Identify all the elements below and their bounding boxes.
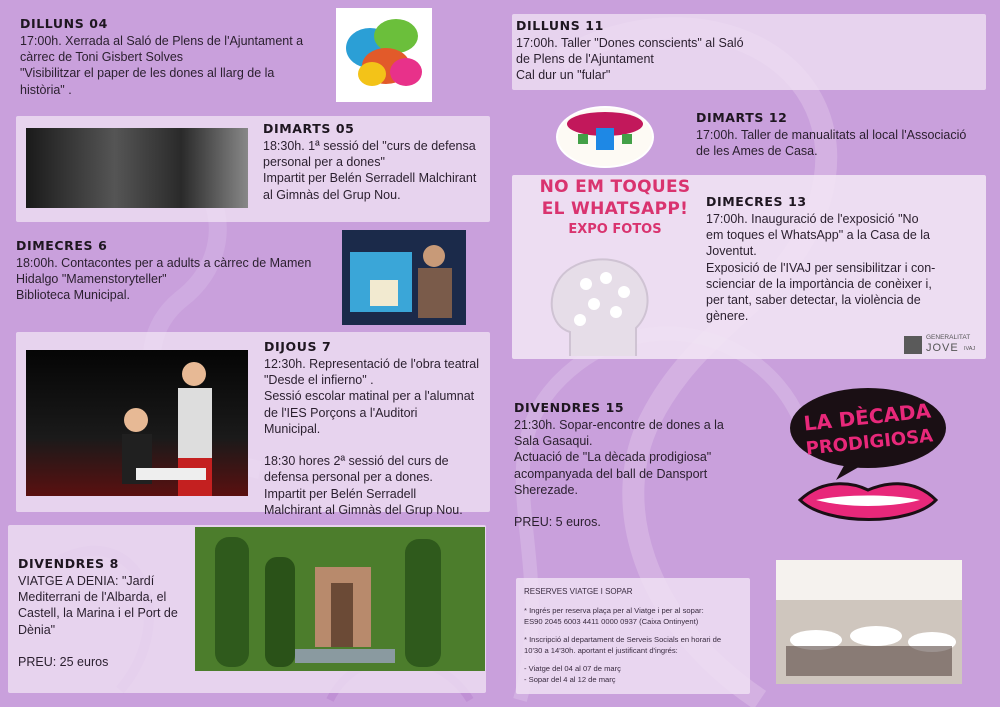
- event-description: 12:30h. Representació de l'obra teatral "Desde el infierno" . Sessió escolar matinal per a l'alumnat de l'IES Porçons a l'Auditori Municipal. 18:30 hores 2ª sessió del curs de defensa personal per a dones. Impartit per Belén Serradell Malchirant al Gimnàs del Grup Nou.: [264, 357, 480, 517]
- logo-small-text: GENERALITAT: [926, 334, 971, 341]
- reservations-deadlines: - Viatge del 04 al 07 de març - Sopar del 4 al 12 de març: [524, 664, 621, 684]
- event-day-heading: DIVENDRES 15: [514, 400, 625, 415]
- event-dijous-7: [264, 339, 489, 518]
- expo-poster: [520, 176, 710, 240]
- event-day-heading: DIVENDRES 8: [18, 556, 119, 571]
- garden-photo: [195, 527, 485, 671]
- event-description: VIATGE A DENIA: "Jardí Mediterrani de l'Albarda, el Castell, la Marina i el Port de Dènia" PREU: 25 euros: [18, 574, 178, 670]
- event-dimecres-13: [706, 194, 986, 324]
- reservations-title: RESERVES VIATGE I SOPAR: [524, 587, 633, 596]
- head-silhouette-icon: [540, 248, 660, 356]
- event-day-heading: DIMARTS 05: [263, 121, 355, 136]
- event-divendres-15: [514, 400, 784, 530]
- speech-bubbles-image: [336, 8, 432, 102]
- event-description: 21:30h. Sopar-encontre de dones a la Sala Gasaqui. Actuació de "La dècada prodigiosa" acompanyada del ball de Dansport Sherezade. PREU: 5 euros.: [514, 418, 724, 530]
- event-day-heading: DILLUNS 04: [20, 16, 108, 31]
- decada-line2: PRODIGIOSA: [804, 425, 935, 460]
- crafts-stone-image: [556, 106, 654, 168]
- event-description: 17:00h. Inauguració de l'exposició "No em toques el WhatsApp" a la Casa de la Joventut. Exposició de l'IVAJ per sensibilitzar i con- scienciar de la importància de conèixer i, per tant, saber detectar, la violència de gènere.: [706, 212, 936, 324]
- event-day-heading: DIMECRES 13: [706, 194, 807, 209]
- reservations-registration: * Inscripció al departament de Serveis Socials en horari de 10'30 a 14'30h. aportant el justificant d'ingrés:: [524, 635, 722, 655]
- event-dilluns-04: [20, 16, 330, 98]
- event-day-heading: DIMECRES 6: [16, 238, 108, 253]
- event-day-heading: DILLUNS 11: [516, 18, 604, 33]
- ivaj-logo-icon: [904, 336, 922, 354]
- decada-line1: LA DÈCADA: [802, 398, 933, 436]
- generalitat-jove-logo: [904, 334, 984, 356]
- event-dimecres-6: [16, 238, 336, 304]
- event-dimarts-12: [696, 110, 986, 159]
- storyteller-photo: [342, 230, 466, 325]
- event-description: 17:00h. Xerrada al Saló de Plens de l'Ajuntament a càrrec de Toni Gisbert Solves "Visibilitzar el paper de les dones al llarg de la història" .: [20, 34, 304, 97]
- event-day-heading: DIMARTS 12: [696, 110, 788, 125]
- event-dilluns-11: [516, 18, 936, 84]
- reservations-payment: * Ingrés per reserva plaça per al Viatge i per al sopar: ES90 2045 6003 4411 0000 0937 (Caixa Ontinyent): [524, 606, 704, 626]
- expo-title-line1: NO EM TOQUES: [539, 177, 691, 197]
- reservations-info: [524, 586, 748, 685]
- decada-prodigiosa-logo: [786, 384, 950, 532]
- expo-title-line2: EL WHATSAPP!: [541, 199, 689, 219]
- expo-subtitle: EXPO FOTOS: [568, 222, 662, 237]
- event-description: 17:00h. Taller "Dones conscients" al Saló de Plens de l'Ajuntament Cal dur un "fular": [516, 36, 744, 83]
- event-divendres-8: [18, 556, 198, 670]
- logo-sub-text: IVAJ: [964, 346, 976, 352]
- self-defense-photo: [26, 128, 248, 208]
- theatre-photo: [26, 350, 248, 496]
- dinner-hall-photo: [776, 560, 962, 684]
- event-dimarts-05: [263, 121, 488, 203]
- event-description: 17:00h. Taller de manualitats al local l'Associació de les Ames de Casa.: [696, 128, 967, 159]
- event-description: 18:30h. 1ª sessió del "curs de defensa personal per a dones" Impartit per Belén Serradell Malchirant al Gimnàs del Grup Nou.: [263, 139, 477, 202]
- logo-big-text: JOVE: [926, 342, 959, 354]
- event-day-heading: DIJOUS 7: [264, 339, 332, 354]
- event-description: 18:00h. Contacontes per a adults a càrrec de Mamen Hidalgo "Mamenstoryteller" Biblioteca Municipal.: [16, 256, 312, 303]
